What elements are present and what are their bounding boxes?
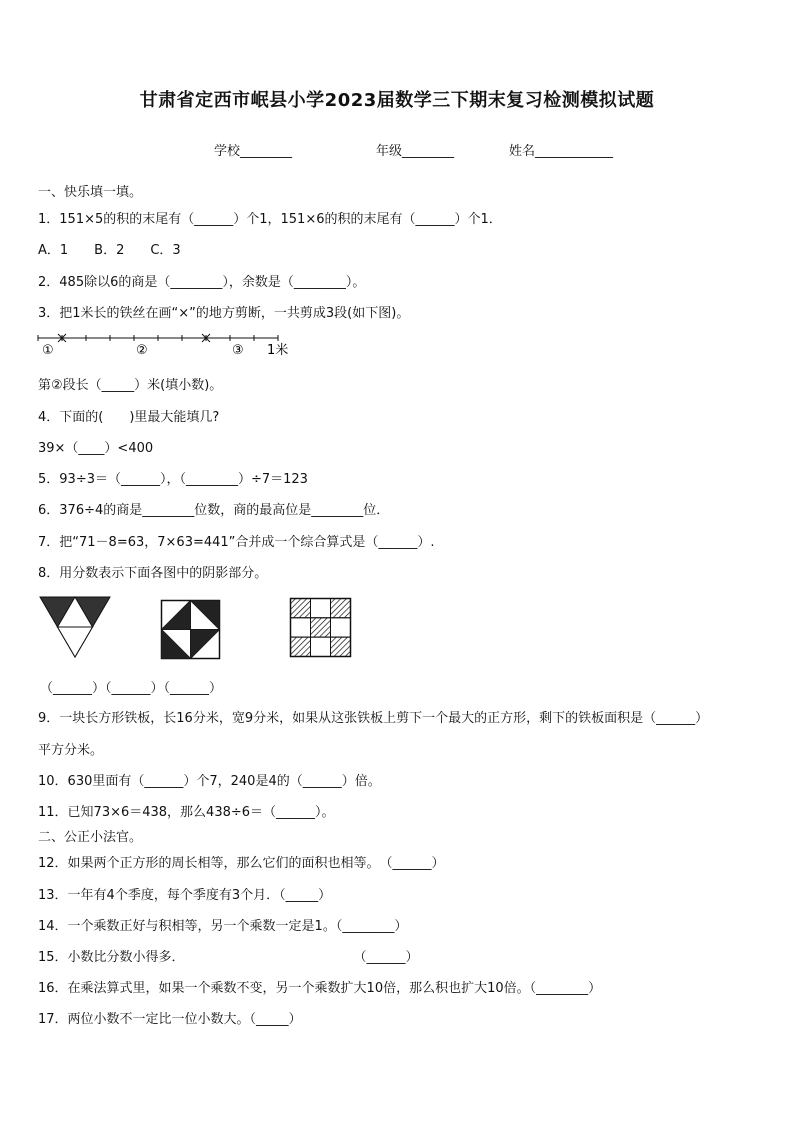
page-title: 甘肃省定西市岷县小学2023届数学三下期末复习检测模拟试题 (139, 90, 655, 111)
question-17: 17．两位小数不一定比一位小数大。（_____） (38, 1012, 302, 1027)
name-field: 姓名____________ (509, 144, 614, 159)
ruler-end-label: 1米 (267, 343, 289, 358)
question-12: 12．如果两个正方形的周长相等，那么它们的面积也相等。 （______） (38, 856, 445, 871)
question-3: 3．把1米长的铁丝在画“×”的地方剪断，一共剪成3段(如下图)。 (38, 306, 410, 321)
section-2-heading: 二、公正小法官。 (38, 830, 143, 845)
grade-field: 年级________ (376, 144, 455, 159)
figure-hatched-grid (290, 598, 351, 657)
figure-triangle (40, 597, 110, 657)
question-1: 1．151×5的积的末尾有（______）个1，151×6的积的末尾有（______）个1． (38, 212, 502, 227)
question-7: 7．把“71－8=63，7×63=441”合并成一个综合算式是（______）. (38, 535, 435, 550)
question-4: 4．下面的( )里最大能填几? (38, 410, 220, 425)
question-14: 14．一个乘数正好与积相等，另一个乘数一定是1。（________） (38, 919, 408, 934)
wire-ruler-figure (38, 330, 298, 358)
question-8-answers: （______）（______）（______） (40, 681, 223, 696)
question-13: 13．一年有4个季度，每个季度有3个月．（_____） (38, 888, 332, 903)
figure-square-triangles (161, 600, 220, 659)
segment-label-2: ② (136, 343, 148, 358)
question-9: 9．一块长方形铁板，长16分米，宽9分米，如果从这张铁板上剪下一个最大的正方形，剩下的铁板面积是（______） (38, 711, 709, 726)
question-1-options: A．1 B．2 C．3 (38, 243, 181, 258)
segment-label-3: ③ (232, 343, 244, 358)
question-9-continued: 平方分米。 (38, 743, 104, 758)
question-6: 6．376÷4的商是________位数，商的最高位是________位． (38, 503, 390, 518)
question-8: 8．用分数表示下面各图中的阴影部分。 (38, 566, 268, 581)
section-1-heading: 一、快乐填一填。 (38, 185, 143, 200)
question-4-expression: 39×（____）<400 (38, 441, 154, 456)
school-field: 学校________ (214, 144, 293, 159)
question-5: 5．93÷3＝（______），（________）÷7＝123 (38, 472, 308, 487)
question-3-answer: 第②段长（_____）米(填小数)。 (38, 378, 223, 393)
question-11: 11．已知73×6＝438，那么438÷6＝（______）。 (38, 805, 335, 820)
question-10: 10．630里面有（______）个7，240是4的（______）倍。 (38, 774, 381, 789)
question-16: 16．在乘法算式里，如果一个乘数不变，另一个乘数扩大10倍，那么积也扩大10倍。（________） (38, 981, 602, 996)
question-2: 2．485除以6的商是（________），余数是（________）。 (38, 275, 366, 290)
question-15: 15．小数比分数小得多． （______） (38, 950, 419, 965)
segment-label-1: ① (42, 343, 54, 358)
